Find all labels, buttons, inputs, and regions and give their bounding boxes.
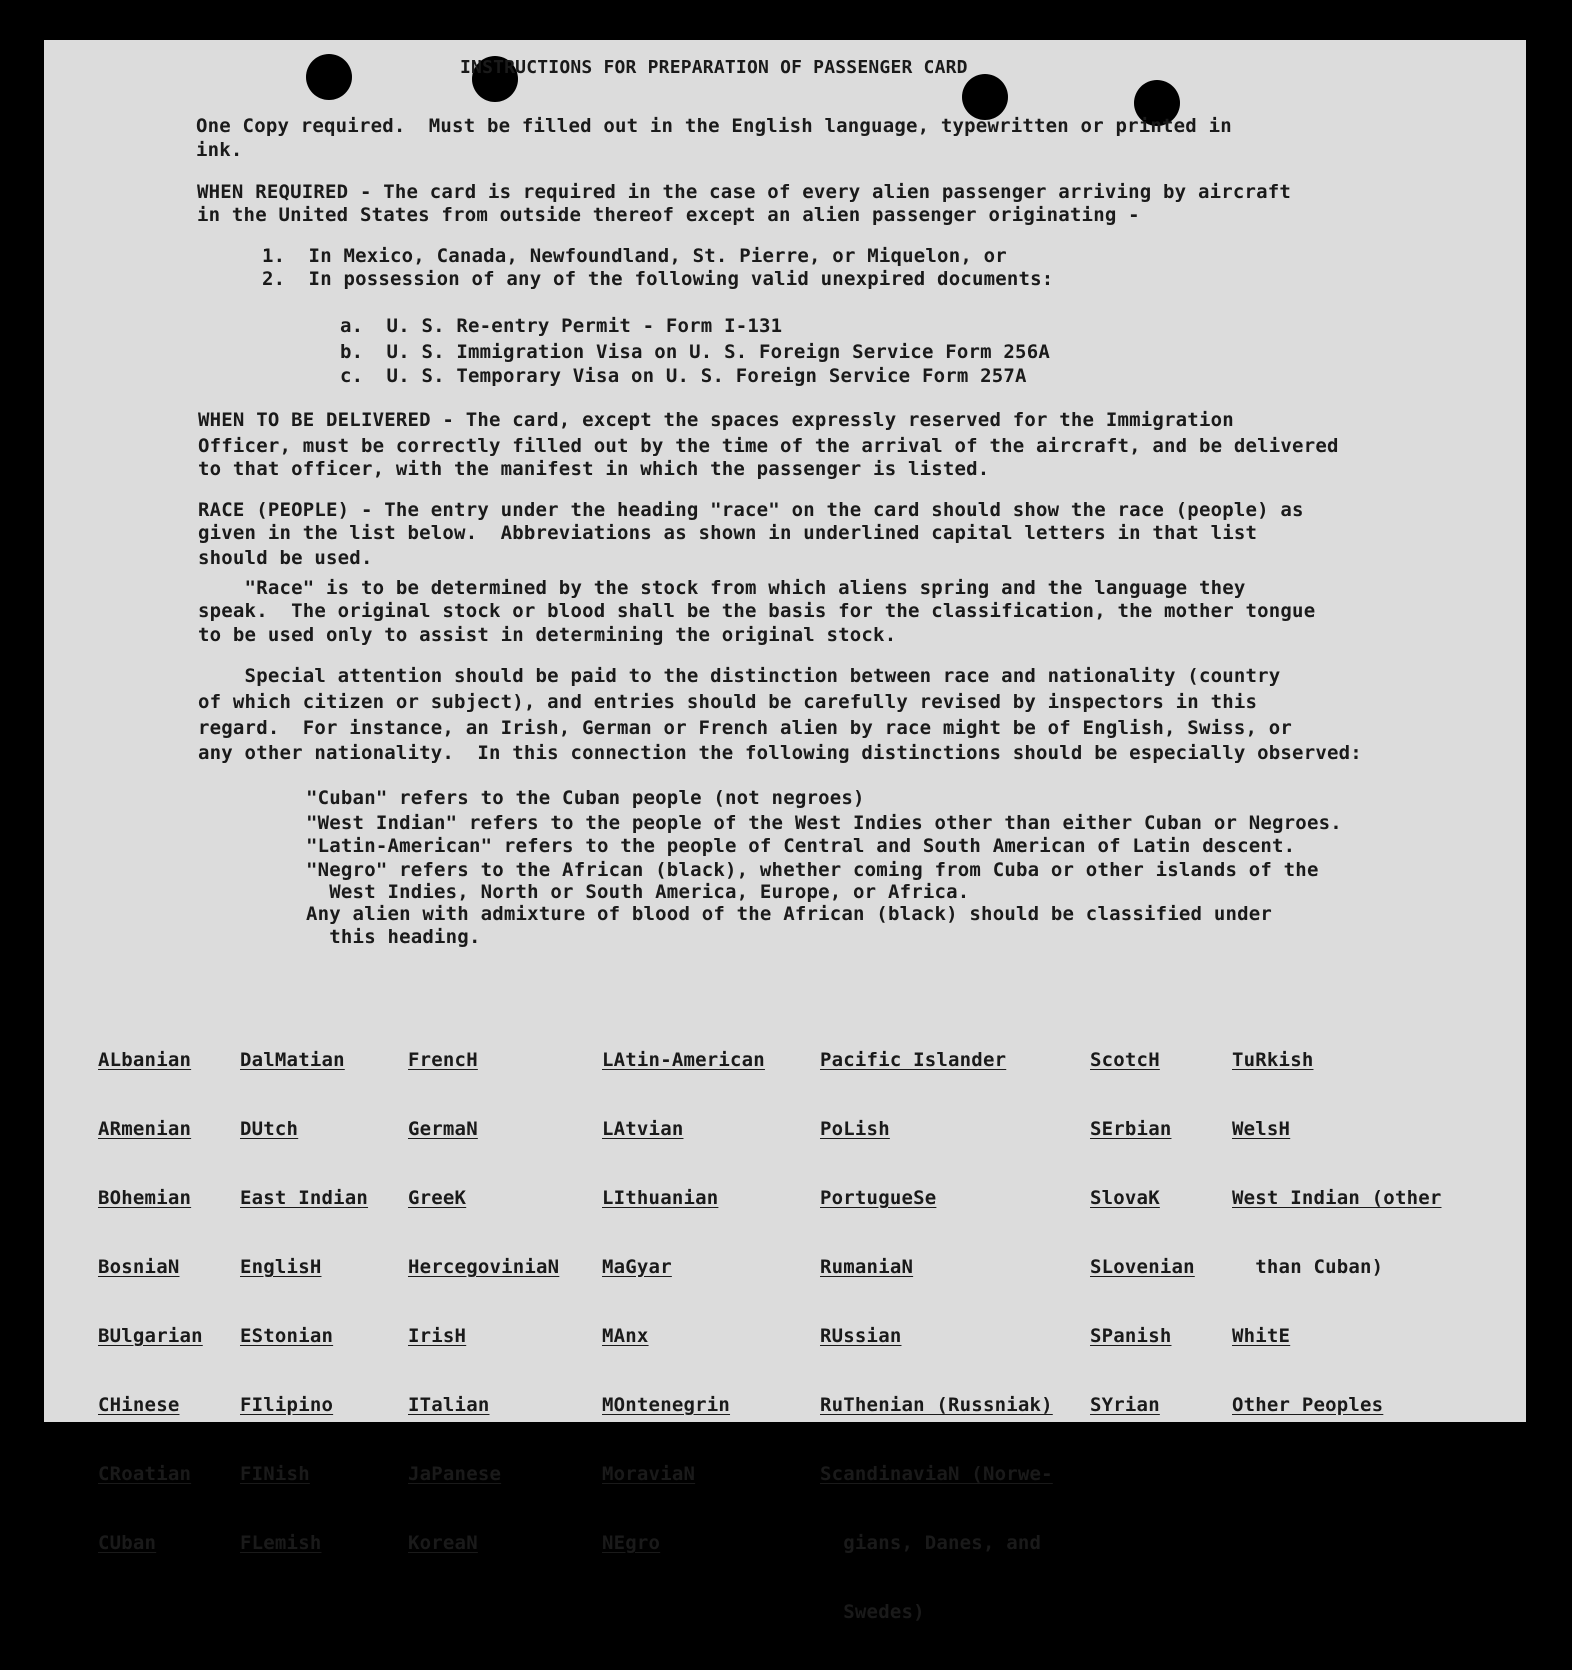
page-title: INSTRUCTIONS FOR PREPARATION OF PASSENGER CARD [460, 57, 968, 78]
race-entry: SYrian [1090, 1394, 1160, 1416]
race-line: given in the list below. Abbreviations as shown in underlined capital letters in that list [198, 522, 1258, 544]
race-entry: PoLish [820, 1118, 890, 1140]
intro-line: ink. [196, 139, 243, 161]
special-attention-line: of which citizen or subject), and entries should be carefully revised by inspectors in this [198, 691, 1258, 713]
race-column [240, 1003, 368, 1601]
document-item: b. U. S. Immigration Visa on U. S. Foreign Service Form 256A [340, 341, 1050, 363]
race-entry: ARmenian [98, 1118, 192, 1140]
race-entry: MoraviaN [602, 1463, 696, 1485]
distinction-line: Any alien with admixture of blood of the African (black) should be classified under [306, 903, 1273, 925]
race-entry: than Cuban) [1232, 1256, 1384, 1278]
race-entry: DUtch [240, 1118, 299, 1140]
race-entry: RumaniaN [820, 1256, 914, 1278]
race-entry: MOntenegrin [602, 1394, 731, 1416]
special-attention-line: Special attention should be paid to the distinction between race and nationality (country [198, 665, 1281, 687]
race-entry: BosniaN [98, 1256, 180, 1278]
race-entry: WelsH [1232, 1118, 1291, 1140]
distinction-line: West Indies, North or South America, Europe, or Africa. [306, 881, 970, 903]
special-attention-line: regard. For instance, an Irish, German or French alien by race might be of English, Swiss, or [198, 717, 1293, 739]
race-entry: BOhemian [98, 1187, 192, 1209]
race-entry: Other Peoples [1232, 1394, 1384, 1416]
race-definition-line: to be used only to assist in determining the original stock. [198, 624, 897, 646]
race-entry: East Indian [240, 1187, 369, 1209]
race-entry: LAtin-American [602, 1049, 765, 1071]
race-entry: DalMatian [240, 1049, 345, 1071]
race-column [1232, 1003, 1442, 1463]
exception-item: 2. In possession of any of the following valid unexpired documents: [262, 268, 1054, 290]
when-delivered-line: WHEN TO BE DELIVERED - The card, except the spaces expressly reserved for the Immigration [198, 409, 1234, 431]
exception-item: 1. In Mexico, Canada, Newfoundland, St. Pierre, or Miquelon, or [262, 245, 1007, 267]
punch-hole [306, 54, 352, 100]
race-entry: IrisH [408, 1325, 467, 1347]
race-entry: SPanish [1090, 1325, 1172, 1347]
document-page [44, 40, 1526, 1623]
race-column [602, 1003, 765, 1601]
race-entry: LAtvian [602, 1118, 684, 1140]
race-entry: RUssian [820, 1325, 902, 1347]
when-required-line: in the United States from outside thereof except an alien passenger originating - [197, 204, 1140, 226]
distinction-line: "Latin-American" refers to the people of Central and South American of Latin descent. [306, 835, 1296, 857]
race-entry: West Indian (other [1232, 1187, 1442, 1209]
race-entry: SlovaK [1090, 1187, 1160, 1209]
race-line: RACE (PEOPLE) - The entry under the heading "race" on the card should show the race (people) as [198, 499, 1304, 521]
document-item: a. U. S. Re-entry Permit - Form I-131 [340, 315, 783, 337]
intro-line: One Copy required. Must be filled out in the English language, typewritten or printed in [196, 115, 1232, 137]
when-required-line: WHEN REQUIRED - The card is required in the case of every alien passenger arriving by aircraft [197, 181, 1292, 203]
race-entry: Swedes) [820, 1601, 925, 1623]
race-entry: gians, Danes, and [820, 1532, 1042, 1554]
race-column [1090, 1003, 1195, 1463]
race-entry: ITalian [408, 1394, 490, 1416]
race-entry: KoreaN [408, 1532, 478, 1554]
race-entry: SErbian [1090, 1118, 1172, 1140]
distinction-line: "West Indian" refers to the people of the West Indies other than either Cuban or Negroes. [306, 812, 1342, 834]
race-entry: LIthuanian [602, 1187, 719, 1209]
race-entry: HercegoviniaN [408, 1256, 560, 1278]
race-entry: Pacific Islander [820, 1049, 1007, 1071]
race-entry: NEgro [602, 1532, 661, 1554]
race-definition-line: "Race" is to be determined by the stock from which aliens spring and the language they [198, 577, 1246, 599]
race-entry: TuRkish [1232, 1049, 1314, 1071]
race-entry: MAnx [602, 1325, 649, 1347]
race-column [820, 1003, 1053, 1670]
race-entry: SLovenian [1090, 1256, 1195, 1278]
race-entry: CRoatian [98, 1463, 192, 1485]
race-entry: BUlgarian [98, 1325, 203, 1347]
race-entry: JaPanese [408, 1463, 502, 1485]
race-line: should be used. [198, 547, 373, 569]
race-entry: ScotcH [1090, 1049, 1160, 1071]
document-item: c. U. S. Temporary Visa on U. S. Foreign Service Form 257A [340, 365, 1027, 387]
race-entry: ScandinaviaN (Norwe- [820, 1463, 1053, 1485]
race-column [98, 1003, 203, 1601]
race-definition-line: speak. The original stock or blood shall be the basis for the classification, the mother tongue [198, 600, 1316, 622]
race-entry: PortugueSe [820, 1187, 937, 1209]
race-entry: RuThenian (Russniak) [820, 1394, 1053, 1416]
race-entry: CUban [98, 1532, 157, 1554]
distinction-line: "Cuban" refers to the Cuban people (not negroes) [306, 787, 865, 809]
race-entry: CHinese [98, 1394, 180, 1416]
race-entry: FIlipino [240, 1394, 334, 1416]
special-attention-line: any other nationality. In this connection the following distinctions should be especially observed: [198, 742, 1362, 764]
distinction-line: "Negro" refers to the African (black), whether coming from Cuba or other islands of the [306, 859, 1319, 881]
race-entry: GermaN [408, 1118, 478, 1140]
race-entry: FLemish [240, 1532, 322, 1554]
distinction-line: this heading. [306, 926, 481, 948]
race-column [408, 1003, 559, 1601]
race-entry: MaGyar [602, 1256, 672, 1278]
race-entry: ALbanian [98, 1049, 192, 1071]
race-entry: EStonian [240, 1325, 334, 1347]
when-delivered-line: Officer, must be correctly filled out by the time of the arrival of the aircraft, and be delivered [198, 435, 1339, 457]
race-entry: FINish [240, 1463, 310, 1485]
race-entry: EnglisH [240, 1256, 322, 1278]
when-delivered-line: to that officer, with the manifest in which the passenger is listed. [198, 458, 990, 480]
race-entry: GreeK [408, 1187, 467, 1209]
race-entry: WhitE [1232, 1325, 1291, 1347]
race-entry: FrencH [408, 1049, 478, 1071]
